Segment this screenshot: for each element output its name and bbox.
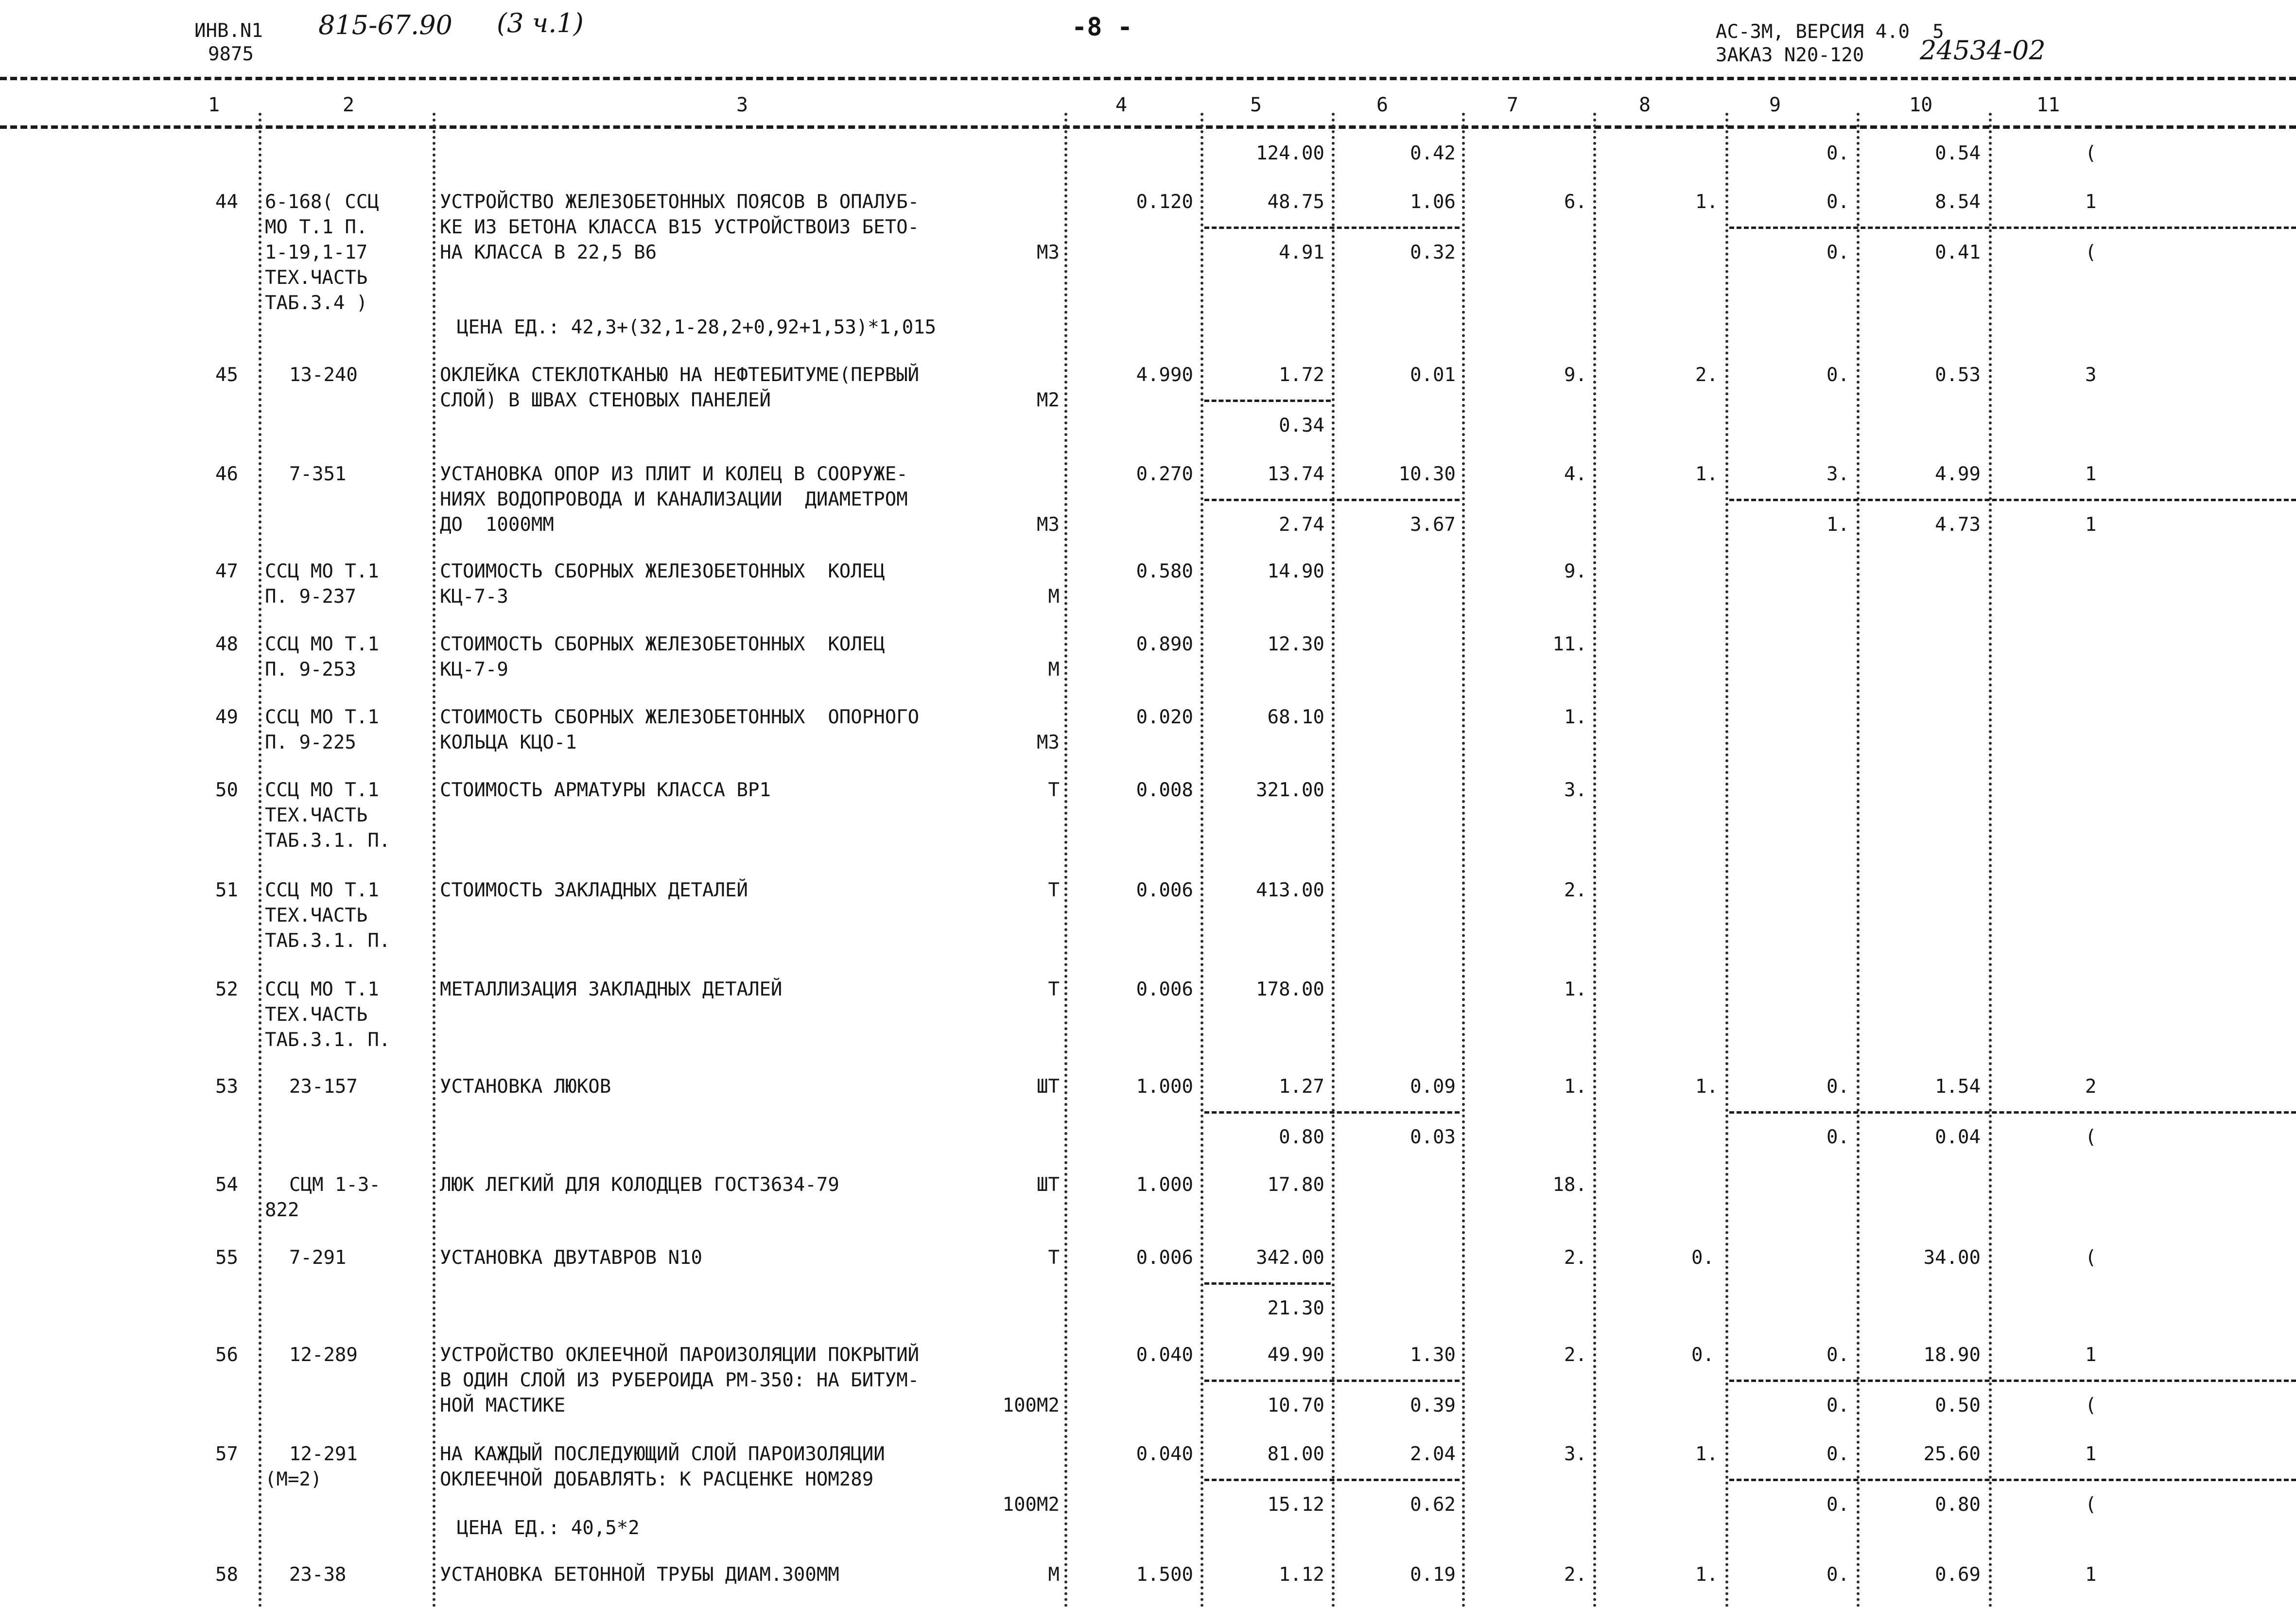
col10-value: 25.60 — [1923, 1443, 1981, 1465]
row-number: 55 — [215, 1247, 238, 1269]
unit: М — [1048, 586, 1060, 608]
col7-value: 1. — [1564, 979, 1587, 1000]
document-code: 815-67.90 — [318, 10, 452, 40]
order-code: 24534-02 — [1920, 35, 2046, 66]
column-header-10: 10 — [1909, 94, 1933, 116]
description-line: УСТАНОВКА ЛЮКОВ — [440, 1076, 611, 1098]
carry-col11: ( — [2085, 142, 2097, 164]
col9-value: 0. — [1826, 1443, 1849, 1465]
unit: ШТ — [1037, 1174, 1060, 1196]
rate-code-line: СЦМ 1-3- — [289, 1174, 381, 1196]
col6-value: 1.30 — [1410, 1344, 1456, 1366]
quantity: 0.890 — [1136, 633, 1193, 655]
col10-value: 4.99 — [1935, 463, 1981, 485]
col11-sub: ( — [2085, 1494, 2097, 1516]
column-separator — [1332, 113, 1335, 1608]
col5-value: 68.10 — [1267, 706, 1324, 728]
rate-code-line: 23-38 — [289, 1564, 347, 1586]
rate-code-line: ТАБ.3.1. П. — [265, 830, 391, 852]
rate-code-line: МО Т.1 П. — [265, 216, 368, 238]
col11-value: 1 — [2085, 1443, 2097, 1465]
rate-code-line: ССЦ МО Т.1 — [265, 979, 379, 1000]
col5-value: 178.00 — [1256, 979, 1324, 1000]
rate-code-line: 12-291 — [289, 1443, 358, 1465]
row-number: 56 — [215, 1344, 238, 1366]
col11-value: 1 — [2085, 1564, 2097, 1586]
quantity: 0.006 — [1136, 1247, 1193, 1269]
column-header-7: 7 — [1507, 94, 1519, 116]
col6-sub: 3.67 — [1410, 514, 1456, 536]
column-header-3: 3 — [736, 94, 748, 116]
col10-sub: 0.50 — [1935, 1395, 1981, 1416]
column-header-1: 1 — [208, 94, 220, 116]
col7-value: 9. — [1564, 560, 1587, 582]
subtotal-rule — [1204, 499, 1460, 501]
subtotal-rule — [1729, 227, 2296, 229]
col8-value: 1. — [1695, 463, 1718, 485]
col6-sub: 0.32 — [1410, 242, 1456, 263]
col11-value: 1 — [2085, 191, 2097, 213]
col5-value: 17.80 — [1267, 1174, 1324, 1196]
quantity: 0.040 — [1136, 1443, 1193, 1465]
col6-sub: 0.62 — [1410, 1494, 1456, 1516]
column-separator — [433, 113, 435, 1608]
col7-value: 3. — [1564, 1443, 1587, 1465]
inventory-number: 9875 — [208, 43, 254, 65]
description-line: В ОДИН СЛОЙ ИЗ РУБЕРОИДА РМ-350: НА БИТУМ- — [440, 1369, 920, 1391]
subtotal-rule — [1729, 499, 2296, 501]
rate-code-line: ТАБ.3.1. П. — [265, 1029, 391, 1051]
col5-value: 321.00 — [1256, 779, 1324, 801]
description-line: НОЙ МАСТИКЕ — [440, 1395, 566, 1416]
rate-code-line: 7-351 — [289, 463, 347, 485]
description-line: УСТРОЙСТВО ОКЛЕЕЧНОЙ ПАРОИЗОЛЯЦИИ ПОКРЫТИЙ — [440, 1344, 920, 1366]
description-line: ОКЛЕЕЧНОЙ ДОБАВЛЯТЬ: К РАСЦЕНКЕ НОМ289 — [440, 1468, 874, 1490]
col6-value: 0.09 — [1410, 1076, 1456, 1098]
col11-sub: ( — [2085, 242, 2097, 263]
program-version: АС-3М, ВЕРСИЯ 4.0 5 — [1716, 21, 1944, 43]
unit: М2 — [1037, 389, 1060, 411]
col10-value: 8.54 — [1935, 191, 1981, 213]
col7-value: 1. — [1564, 1076, 1587, 1098]
unit: Т — [1048, 1247, 1060, 1269]
col8-value: 0. — [1691, 1247, 1714, 1269]
quantity: 1.000 — [1136, 1174, 1193, 1196]
rate-code-line: 23-157 — [289, 1076, 358, 1098]
col7-value: 18. — [1552, 1174, 1587, 1196]
col10-sub: 4.73 — [1935, 514, 1981, 536]
col11-sub: ( — [2085, 1395, 2097, 1416]
row-number: 52 — [215, 979, 238, 1000]
col9-sub: 1. — [1826, 514, 1849, 536]
col6-sub: 0.39 — [1410, 1395, 1456, 1416]
row-number: 51 — [215, 879, 238, 901]
unit: М3 — [1037, 514, 1060, 536]
rate-code-line: 13-240 — [289, 364, 358, 386]
col5-value: 13.74 — [1267, 463, 1324, 485]
quantity: 0.040 — [1136, 1344, 1193, 1366]
col8-value: 1. — [1695, 191, 1718, 213]
col5-value: 14.90 — [1267, 560, 1324, 582]
row-number: 45 — [215, 364, 238, 386]
quantity: 0.006 — [1136, 979, 1193, 1000]
rate-code-line: 1-19,1-17 — [265, 242, 368, 263]
col6-value: 1.06 — [1410, 191, 1456, 213]
rate-code-line: П. 9-253 — [265, 659, 356, 681]
description-line: НА КАЖДЫЙ ПОСЛЕДУЮЩИЙ СЛОЙ ПАРОИЗОЛЯЦИИ — [440, 1443, 885, 1465]
description-line: НА КЛАССА В 22,5 В6 — [440, 242, 657, 263]
col8-value: 1. — [1695, 1564, 1718, 1586]
col5-sub: 0.34 — [1279, 415, 1324, 437]
col7-value: 2. — [1564, 1564, 1587, 1586]
col7-value: 2. — [1564, 1344, 1587, 1366]
carry-col9: 0. — [1826, 142, 1849, 164]
col7-value: 4. — [1564, 463, 1587, 485]
page-number: -8 - — [1072, 13, 1133, 42]
col6-value: 0.01 — [1410, 364, 1456, 386]
rate-code-line: 12-289 — [289, 1344, 358, 1366]
description-line: НИЯХ ВОДОПРОВОДА И КАНАЛИЗАЦИИ ДИАМЕТРОМ — [440, 489, 908, 510]
col11-value: 1 — [2085, 1344, 2097, 1366]
col6-value: 2.04 — [1410, 1443, 1456, 1465]
rate-code-line: (М=2) — [265, 1468, 322, 1490]
unit: М3 — [1037, 242, 1060, 263]
carry-col10: 0.54 — [1935, 142, 1981, 164]
description-line: УСТАНОВКА ДВУТАВРОВ N10 — [440, 1247, 703, 1269]
subtotal-rule — [1204, 1380, 1460, 1382]
column-header-5: 5 — [1250, 94, 1262, 116]
col5-value: 413.00 — [1256, 879, 1324, 901]
description-line: УСТАНОВКА ОПОР ИЗ ПЛИТ И КОЛЕЦ В СООРУЖЕ- — [440, 463, 908, 485]
col7-value: 1. — [1564, 706, 1587, 728]
col9-sub: 0. — [1826, 1395, 1849, 1416]
row-number: 47 — [215, 560, 238, 582]
unit: ШТ — [1037, 1076, 1060, 1098]
unit: 100М2 — [1002, 1494, 1060, 1516]
order-label: ЗАКАЗ N20-120 — [1716, 44, 1864, 66]
row-number: 48 — [215, 633, 238, 655]
description-line: СЛОЙ) В ШВАХ СТЕНОВЫХ ПАНЕЛЕЙ — [440, 389, 771, 411]
unit: Т — [1048, 779, 1060, 801]
quantity: 1.000 — [1136, 1076, 1193, 1098]
row-number: 53 — [215, 1076, 238, 1098]
col10-value: 0.53 — [1935, 364, 1981, 386]
description-line: МЕТАЛЛИЗАЦИЯ ЗАКЛАДНЫХ ДЕТАЛЕЙ — [440, 979, 783, 1000]
col5-value: 1.72 — [1279, 364, 1324, 386]
description-line: ЛЮК ЛЕГКИЙ ДЛЯ КОЛОДЦЕВ ГОСТ3634-79 — [440, 1174, 839, 1196]
column-separator — [1857, 113, 1860, 1608]
rate-code-line: ССЦ МО Т.1 — [265, 633, 379, 655]
unit: 100М2 — [1002, 1395, 1060, 1416]
col5-value: 1.27 — [1279, 1076, 1324, 1098]
description-line: УСТРОЙСТВО ЖЕЛЕЗОБЕТОННЫХ ПОЯСОВ В ОПАЛУБ- — [440, 191, 920, 213]
description-line: ДО 1000ММ — [440, 514, 554, 536]
col11-sub: ( — [2085, 1126, 2097, 1148]
rate-code-line: ТАБ.3.1. П. — [265, 930, 391, 952]
col7-value: 3. — [1564, 779, 1587, 801]
rate-code-line: ССЦ МО Т.1 — [265, 779, 379, 801]
column-separator — [1462, 113, 1465, 1608]
rate-code-line: ТАБ.3.4 ) — [265, 292, 368, 314]
col8-value: 0. — [1691, 1344, 1714, 1366]
col9-value: 3. — [1826, 463, 1849, 485]
document-part: (3 ч.1) — [497, 8, 584, 38]
row-number: 46 — [215, 463, 238, 485]
description-line: ОКЛЕЙКА СТЕКЛОТКАНЬЮ НА НЕФТЕБИТУМЕ(ПЕРВЫЙ — [440, 364, 920, 386]
col5-value: 342.00 — [1256, 1247, 1324, 1269]
col6-value: 0.19 — [1410, 1564, 1456, 1586]
description-line: СТОИМОСТЬ СБОРНЫХ ЖЕЛЕЗОБЕТОННЫХ КОЛЕЦ — [440, 633, 885, 655]
description-line: СТОИМОСТЬ АРМАТУРЫ КЛАССА ВР1 — [440, 779, 771, 801]
subtotal-rule — [1204, 227, 1460, 229]
column-separator — [259, 113, 261, 1608]
column-header-8: 8 — [1639, 94, 1651, 116]
column-separator — [1200, 113, 1203, 1608]
col11-value: 1 — [2085, 463, 2097, 485]
quantity: 0.020 — [1136, 706, 1193, 728]
quantity: 0.120 — [1136, 191, 1193, 213]
row-number: 44 — [215, 191, 238, 213]
quantity: 4.990 — [1136, 364, 1193, 386]
rate-code-line: 7-291 — [289, 1247, 347, 1269]
col5-value: 49.90 — [1267, 1344, 1324, 1366]
quantity: 0.006 — [1136, 879, 1193, 901]
rate-code-line: ССЦ МО Т.1 — [265, 560, 379, 582]
col6-value: 10.30 — [1398, 463, 1456, 485]
quantity: 1.500 — [1136, 1564, 1193, 1586]
subtotal-rule — [1204, 1282, 1331, 1285]
subtotal-rule — [1729, 1380, 2296, 1382]
col10-value: 0.69 — [1935, 1564, 1981, 1586]
col9-value: 0. — [1826, 1564, 1849, 1586]
col11-value: ( — [2085, 1247, 2097, 1269]
col11-sub: 1 — [2085, 514, 2097, 536]
row-number: 54 — [215, 1174, 238, 1196]
description-line: СТОИМОСТЬ СБОРНЫХ ЖЕЛЕЗОБЕТОННЫХ КОЛЕЦ — [440, 560, 885, 582]
col7-value: 11. — [1552, 633, 1587, 655]
row-number: 58 — [215, 1564, 238, 1586]
col9-value: 0. — [1826, 1344, 1849, 1366]
col11-value: 3 — [2085, 364, 2097, 386]
col9-value: 0. — [1826, 191, 1849, 213]
carry-col5: 124.00 — [1256, 142, 1324, 164]
header-bottom-rule — [0, 125, 2296, 129]
col9-sub: 0. — [1826, 1126, 1849, 1148]
rate-code-line: ССЦ МО Т.1 — [265, 879, 379, 901]
col10-sub: 0.04 — [1935, 1126, 1981, 1148]
subtotal-rule — [1204, 1479, 1460, 1481]
unit: М — [1048, 1564, 1060, 1586]
col9-value: 0. — [1826, 1076, 1849, 1098]
col7-value: 2. — [1564, 1247, 1587, 1269]
col5-sub: 0.80 — [1279, 1126, 1324, 1148]
col5-sub: 4.91 — [1279, 242, 1324, 263]
header-top-rule — [0, 77, 2296, 80]
col5-sub: 10.70 — [1267, 1395, 1324, 1416]
col9-sub: 0. — [1826, 1494, 1849, 1516]
quantity: 0.008 — [1136, 779, 1193, 801]
column-header-6: 6 — [1376, 94, 1389, 116]
col8-value: 1. — [1695, 1076, 1718, 1098]
column-separator — [1989, 113, 1992, 1608]
description-line: КОЛЬЦА КЦО-1 — [440, 732, 577, 753]
subtotal-rule — [1204, 400, 1331, 402]
col7-value: 6. — [1564, 191, 1587, 213]
description-line: СТОИМОСТЬ СБОРНЫХ ЖЕЛЕЗОБЕТОННЫХ ОПОРНОГО — [440, 706, 920, 728]
subtotal-rule — [1729, 1111, 2296, 1114]
description-line: СТОИМОСТЬ ЗАКЛАДНЫХ ДЕТАЛЕЙ — [440, 879, 748, 901]
rate-code-line: ТЕХ.ЧАСТЬ — [265, 905, 368, 926]
col10-sub: 0.80 — [1935, 1494, 1981, 1516]
unit: Т — [1048, 879, 1060, 901]
column-separator — [1064, 113, 1067, 1608]
inventory-label: ИНВ.N1 — [194, 20, 263, 42]
col7-value: 9. — [1564, 364, 1587, 386]
column-separator — [1725, 113, 1728, 1608]
unit: Т — [1048, 979, 1060, 1000]
column-header-9: 9 — [1769, 94, 1781, 116]
col5-sub: 15.12 — [1267, 1494, 1324, 1516]
row-number: 57 — [215, 1443, 238, 1465]
col8-value: 1. — [1695, 1443, 1718, 1465]
col7-value: 2. — [1564, 879, 1587, 901]
column-header-11: 11 — [2036, 94, 2060, 116]
subtotal-rule — [1204, 1111, 1460, 1114]
column-separator — [1593, 113, 1596, 1608]
col5-value: 1.12 — [1279, 1564, 1324, 1586]
subtotal-rule — [1729, 1479, 2296, 1481]
col6-sub: 0.03 — [1410, 1126, 1456, 1148]
col10-value: 18.90 — [1923, 1344, 1981, 1366]
description-line: КЕ ИЗ БЕТОНА КЛАССА В15 УСТРОЙСТВОИЗ БЕТО- — [440, 216, 920, 238]
col10-sub: 0.41 — [1935, 242, 1981, 263]
rate-code-line: ТЕХ.ЧАСТЬ — [265, 804, 368, 826]
quantity: 0.580 — [1136, 560, 1193, 582]
col5-value: 48.75 — [1267, 191, 1324, 213]
col5-sub: 2.74 — [1279, 514, 1324, 536]
unit-price-note: ЦЕНА ЕД.: 42,3+(32,1-28,2+0,92+1,53)*1,015 — [457, 316, 937, 338]
row-number: 50 — [215, 779, 238, 801]
col5-sub: 21.30 — [1267, 1297, 1324, 1319]
quantity: 0.270 — [1136, 463, 1193, 485]
col10-value: 1.54 — [1935, 1076, 1981, 1098]
col9-sub: 0. — [1826, 242, 1849, 263]
rate-code-line: ССЦ МО Т.1 — [265, 706, 379, 728]
column-header-4: 4 — [1115, 94, 1128, 116]
unit: М — [1048, 659, 1060, 681]
col5-value: 81.00 — [1267, 1443, 1324, 1465]
rate-code-line: 822 — [265, 1199, 299, 1221]
rate-code-line: П. 9-225 — [265, 732, 356, 753]
unit: М3 — [1037, 732, 1060, 753]
description-line: КЦ-7-9 — [440, 659, 508, 681]
col10-value: 34.00 — [1923, 1247, 1981, 1269]
row-number: 49 — [215, 706, 238, 728]
rate-code-line: ТЕХ.ЧАСТЬ — [265, 267, 368, 289]
column-header-2: 2 — [343, 94, 355, 116]
description-line: КЦ-7-3 — [440, 586, 508, 608]
description-line: УСТАНОВКА БЕТОННОЙ ТРУБЫ ДИАМ.300ММ — [440, 1564, 839, 1586]
col11-value: 2 — [2085, 1076, 2097, 1098]
unit-price-note: ЦЕНА ЕД.: 40,5*2 — [457, 1517, 640, 1539]
col5-value: 12.30 — [1267, 633, 1324, 655]
rate-code-line: ТЕХ.ЧАСТЬ — [265, 1004, 368, 1026]
carry-col6: 0.42 — [1410, 142, 1456, 164]
rate-code-line: П. 9-237 — [265, 586, 356, 608]
rate-code-line: 6-168( ССЦ — [265, 191, 379, 213]
col9-value: 0. — [1826, 364, 1849, 386]
col8-value: 2. — [1695, 364, 1718, 386]
